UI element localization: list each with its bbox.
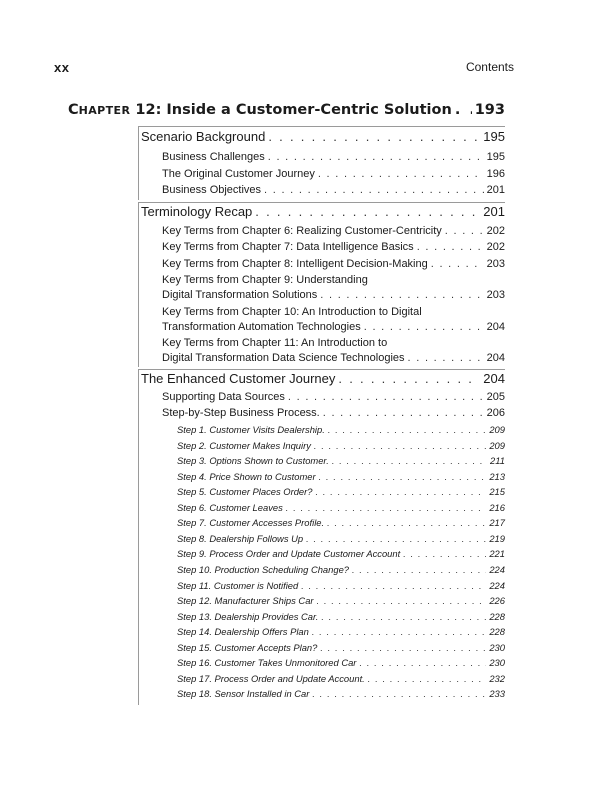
toc-subentry[interactable] (162, 406, 505, 420)
toc-step-entry[interactable] (177, 533, 505, 545)
step-page: 226 (489, 595, 505, 607)
toc-step-entry[interactable] (177, 471, 505, 483)
dot-leader (320, 288, 483, 303)
chapter-page: 193 (474, 102, 505, 118)
dot-leader (455, 102, 472, 118)
entry-title-line2: Transformation Automation Technologies (162, 320, 361, 333)
entry-title-line2: Digital Transformation Solutions (162, 288, 318, 301)
step-page: 224 (489, 563, 505, 575)
step-page: 209 (489, 424, 505, 435)
step-title: Step 15. Customer Accepts Plan? (177, 641, 318, 653)
toc-subentry[interactable] (162, 390, 505, 404)
toc-step-entry[interactable] (177, 502, 505, 514)
step-title: Step 3. Options Shown to Customer. (177, 455, 329, 467)
dot-leader (312, 626, 487, 638)
entry-page: 204 (486, 351, 505, 364)
toc-subentry[interactable] (162, 224, 505, 238)
step-title: Step 11. Customer is Notified (177, 579, 299, 591)
step-page: 221 (489, 548, 505, 560)
step-title: Step 4. Price Shown to Customer (177, 470, 316, 482)
step-page: 216 (489, 501, 505, 513)
toc-step-entry[interactable] (177, 548, 505, 560)
dot-leader (403, 548, 486, 560)
dot-leader (318, 167, 484, 181)
toc-section[interactable] (141, 372, 505, 386)
entry-title: Key Terms from Chapter 7: Data Intelligence Basics (162, 241, 414, 253)
step-title: Step 2. Customer Makes Inquiry (177, 439, 311, 451)
toc-step-entry[interactable] (177, 673, 505, 685)
dot-leader (312, 688, 486, 700)
step-page: 228 (489, 610, 505, 622)
toc-step-entry[interactable] (177, 424, 505, 436)
section-side-rule (138, 369, 139, 705)
dot-leader (352, 564, 486, 576)
dot-leader (288, 390, 484, 404)
toc-subentry[interactable] (162, 257, 505, 271)
step-page: 213 (489, 470, 505, 482)
step-page: 211 (490, 455, 505, 467)
toc-subentry[interactable] (162, 167, 505, 181)
toc-step-entry[interactable] (177, 517, 505, 529)
dot-leader (286, 502, 487, 514)
toc-step-entry[interactable] (177, 580, 505, 592)
entry-title: Key Terms from Chapter 8: Intelligent Decision-Making (162, 258, 428, 270)
entry-page: 202 (486, 225, 505, 237)
toc-subentry[interactable] (162, 336, 505, 365)
dot-leader (320, 642, 486, 654)
step-title: Step 1. Customer Visits Dealership. (177, 424, 325, 435)
dot-leader (321, 611, 486, 623)
entry-page: 204 (486, 320, 505, 333)
entry-title: Key Terms from Chapter 6: Realizing Customer-Centricity (162, 225, 442, 237)
step-title: Step 8. Dealership Follows Up (177, 532, 304, 544)
dot-leader (317, 595, 487, 607)
step-page: 233 (489, 688, 505, 700)
dot-leader (431, 257, 484, 271)
chapter-title: 12: Inside a Customer-Centric Solution (135, 102, 452, 118)
dot-leader (328, 424, 487, 436)
toc-step-entry[interactable] (177, 486, 505, 498)
entry-title-line1: Key Terms from Chapter 11: An Introduction to (162, 337, 388, 349)
running-head: Contents (465, 60, 514, 74)
entry-page: 205 (486, 391, 505, 403)
toc-step-entry[interactable] (177, 455, 505, 467)
section-title: Scenario Background (141, 129, 266, 144)
dot-leader (306, 533, 486, 545)
step-page: 224 (489, 579, 505, 591)
dot-leader (368, 673, 487, 685)
step-title: Step 5. Customer Places Order? (177, 486, 313, 498)
dot-leader (408, 351, 484, 366)
step-title: Step 7. Customer Accesses Profile. (177, 517, 325, 529)
entry-page: 203 (486, 258, 505, 270)
entry-title: Step-by-Step Business Process. (162, 407, 320, 419)
step-title: Step 9. Process Order and Update Customer Account (177, 548, 401, 560)
dot-leader (268, 150, 484, 164)
toc-step-entry[interactable] (177, 611, 505, 623)
entry-title: Business Objectives (162, 184, 262, 196)
section-rule (138, 126, 505, 127)
chapter-label-rest: HAPTER (78, 104, 131, 117)
step-page: 230 (489, 657, 505, 669)
toc-step-entry[interactable] (177, 595, 505, 607)
entry-title-line1: Key Terms from Chapter 9: Understanding (162, 274, 368, 286)
step-page: 230 (489, 641, 505, 653)
dot-leader (255, 205, 480, 219)
step-title: Step 12. Manufacturer Ships Car (177, 595, 314, 607)
dot-leader (314, 440, 486, 452)
step-title: Step 6. Customer Leaves (177, 501, 283, 513)
section-rule (138, 202, 505, 203)
entry-title: Supporting Data Sources (162, 391, 285, 403)
step-page: 217 (489, 517, 505, 529)
dot-leader (364, 320, 484, 335)
toc-section[interactable] (141, 130, 505, 144)
entry-page: 195 (486, 151, 505, 163)
section-title: The Enhanced Customer Journey (141, 371, 336, 386)
step-title: Step 17. Process Order and Update Account. (177, 672, 365, 684)
toc-subentry[interactable] (162, 183, 505, 197)
dot-leader (445, 224, 484, 238)
toc-step-entry[interactable] (177, 440, 505, 452)
entry-page: 206 (486, 407, 505, 419)
step-title: Step 13. Dealership Provides Car. (177, 610, 319, 622)
dot-leader (359, 657, 486, 669)
step-page: 209 (489, 439, 505, 451)
dot-leader (319, 471, 487, 483)
chapter-label-first: C (68, 102, 79, 118)
step-title: Step 16. Customer Takes Unmonitored Car (177, 657, 357, 669)
toc-step-entry[interactable] (177, 564, 505, 576)
section-page: 204 (483, 371, 505, 386)
section-side-rule (138, 202, 139, 367)
dot-leader (327, 517, 486, 529)
toc-subentry[interactable] (162, 150, 505, 164)
chapter-entry[interactable] (68, 102, 505, 118)
step-title: Step 18. Sensor Installed in Car (177, 688, 310, 700)
entry-title-line1: Key Terms from Chapter 10: An Introduction to Digital (162, 306, 422, 318)
entry-page: 196 (486, 168, 505, 180)
step-page: 219 (489, 532, 505, 544)
section-page: 195 (483, 129, 505, 144)
step-title: Step 14. Dealership Offers Plan (177, 626, 309, 638)
toc-step-entry[interactable] (177, 688, 505, 700)
step-page: 232 (489, 672, 505, 684)
step-page: 215 (489, 486, 505, 498)
section-title: Terminology Recap (141, 204, 253, 219)
dot-leader (268, 130, 480, 144)
entry-page: 203 (486, 288, 505, 301)
entry-title-line2: Digital Transformation Data Science Technologies (162, 351, 405, 364)
toc-subentry[interactable] (162, 305, 505, 334)
section-rule (138, 369, 505, 370)
section-page: 201 (483, 204, 505, 219)
step-page: 228 (489, 626, 505, 638)
entry-title: Business Challenges (162, 151, 265, 163)
dot-leader (323, 406, 484, 420)
dot-leader (338, 372, 480, 386)
toc-step-entry[interactable] (177, 642, 505, 654)
entry-title: The Original Customer Journey (162, 168, 315, 180)
section-side-rule (138, 126, 139, 200)
page-number: xx (54, 60, 70, 75)
dot-leader (301, 580, 486, 592)
dot-leader (264, 183, 484, 197)
step-title: Step 10. Production Scheduling Change? (177, 563, 350, 575)
toc-step-entry[interactable] (177, 626, 505, 638)
dot-leader (315, 486, 486, 498)
entry-page: 202 (486, 241, 505, 253)
toc-section[interactable] (141, 205, 505, 219)
dot-leader (332, 455, 487, 467)
toc-subentry[interactable] (162, 273, 505, 302)
dot-leader (417, 240, 484, 254)
toc-step-entry[interactable] (177, 657, 505, 669)
toc-subentry[interactable] (162, 240, 505, 254)
entry-page: 201 (486, 184, 505, 196)
